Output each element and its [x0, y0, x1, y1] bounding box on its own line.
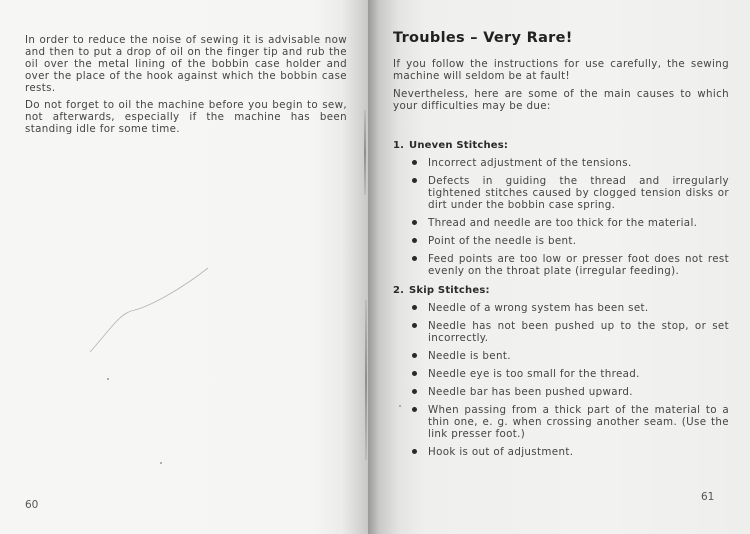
paper-fleck: [160, 462, 162, 464]
bullet-icon: [412, 178, 417, 183]
left-paragraph-2: Do not forget to oil the machine before you begin to sew, not afterwards, especially if the machine has been standing idle for some time.: [25, 99, 347, 135]
list-item-text: Hook is out of adjustment.: [428, 446, 574, 458]
section-title-text: Uneven Stitches:: [409, 140, 509, 151]
bullet-icon: [412, 323, 417, 328]
list-item-text: Defects in guiding the thread and irregularly tightened stitches caused by clogged tension disks or dirt under the bobbin case spring.: [428, 175, 729, 211]
paper-fleck: [107, 378, 109, 380]
page-number-left: 60: [25, 499, 39, 511]
bullet-icon: [412, 238, 417, 243]
list-item-text: Needle is bent.: [428, 350, 511, 362]
list-item: [393, 217, 729, 229]
bullet-icon: [412, 256, 417, 261]
bullet-icon: [412, 449, 417, 454]
list-item: [393, 253, 729, 277]
bullet-icon: [412, 160, 417, 165]
section-title-text: Skip Stitches:: [409, 285, 490, 296]
section-title: [393, 140, 729, 151]
bullet-icon: [412, 371, 417, 376]
list-item: [393, 302, 729, 314]
list-item-text: Needle bar has been pushed upward.: [428, 386, 633, 398]
list-item-text: When passing from a thick part of the material to a thin one, e. g. when crossing another seam. (Use the link presser foot.): [428, 404, 729, 440]
section-number: 1.: [393, 140, 405, 151]
bullet-icon: [412, 305, 417, 310]
list-item: [393, 386, 729, 398]
list-item: [393, 368, 729, 380]
list-item-text: Incorrect adjustment of the tensions.: [428, 157, 632, 169]
right-page: [368, 0, 750, 534]
list-item: [393, 446, 729, 458]
intro-text: [393, 58, 729, 112]
list-item-text: Thread and needle are too thick for the material.: [428, 217, 698, 229]
left-paragraph-1: In order to reduce the noise of sewing it is advisable now and then to put a drop of oil on the finger tip and rub the oil over the metal lining of the bobbin case holder and over the place of the hook against which the bobbin case rests.: [25, 34, 347, 94]
list-item: [393, 157, 729, 169]
list-item: [393, 350, 729, 362]
section-skip-stitches: [393, 285, 729, 458]
bullet-icon: [412, 389, 417, 394]
bullet-icon: [412, 353, 417, 358]
bullet-list: [393, 157, 729, 277]
paper-fleck: [399, 405, 401, 407]
list-item: [393, 175, 729, 211]
bullet-list: [393, 302, 729, 458]
list-item: [393, 404, 729, 440]
list-item-text: Feed points are too low or presser foot does not rest evenly on the throat plate (irregular feeding).: [428, 253, 729, 277]
section-title: [393, 285, 729, 296]
page-heading: Troubles – Very Rare!: [393, 30, 573, 46]
bullet-icon: [412, 407, 417, 412]
binding-crease: [364, 110, 366, 195]
right-page-body: [393, 30, 729, 464]
list-item: [393, 235, 729, 247]
bullet-icon: [412, 220, 417, 225]
list-item-text: Needle eye is too small for the thread.: [428, 368, 640, 380]
intro-paragraph-2: Nevertheless, here are some of the main causes to which your difficulties may be due:: [393, 88, 729, 112]
list-item-text: Needle of a wrong system has been set.: [428, 302, 649, 314]
page-number-right: 61: [701, 491, 715, 503]
list-item: [393, 320, 729, 344]
section-uneven-stitches: [393, 140, 729, 277]
list-item-text: Point of the needle is bent.: [428, 235, 577, 247]
section-number: 2.: [393, 285, 405, 296]
list-item-text: Needle has not been pushed up to the stop, or set incorrectly.: [428, 320, 729, 344]
intro-paragraph-1: If you follow the instructions for use carefully, the sewing machine will seldom be at fault!: [393, 58, 729, 82]
binding-crease: [365, 300, 367, 460]
left-page-body: [25, 34, 347, 140]
left-page: [0, 0, 368, 534]
